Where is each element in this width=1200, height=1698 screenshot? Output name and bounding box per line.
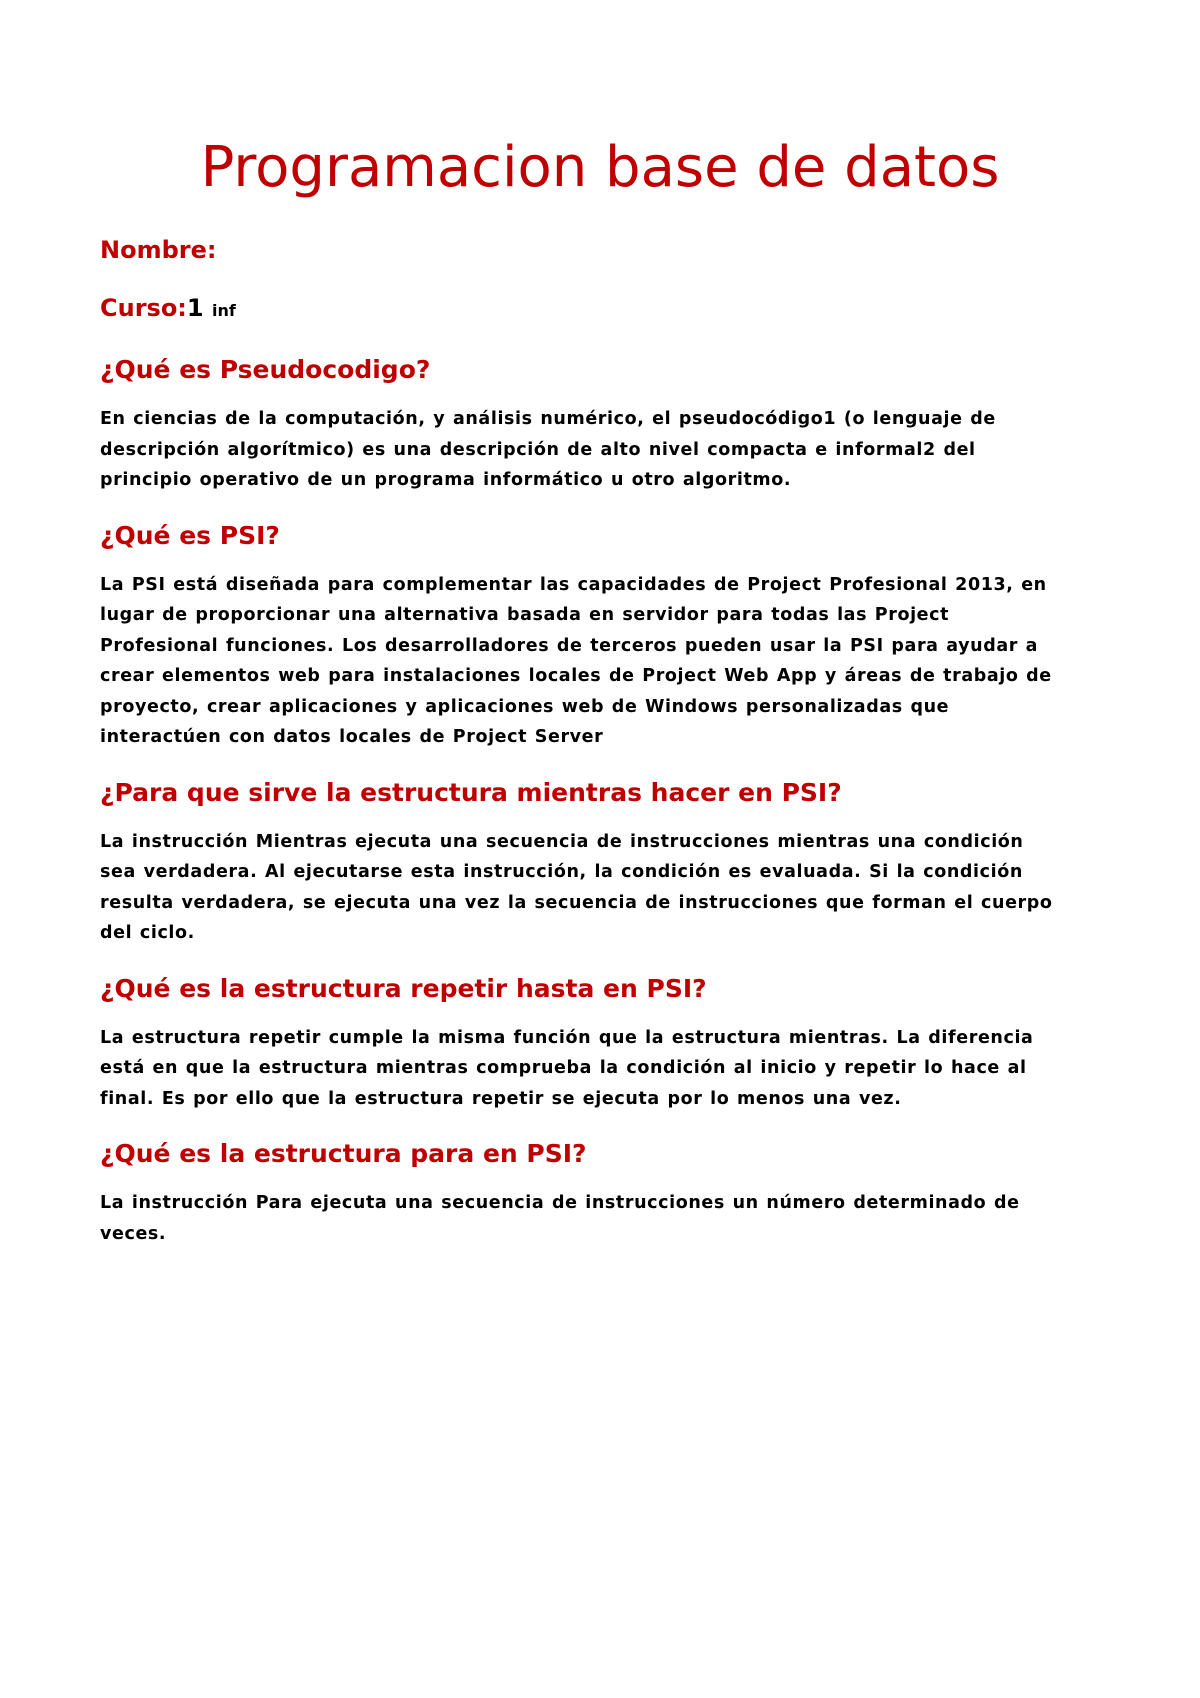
section-heading-pseudocodigo: ¿Qué es Pseudocodigo? <box>100 355 431 384</box>
section-text-mientras: La instrucción Mientras ejecuta una secuencia de instrucciones mientras una condición sea verdadera. Al ejecutarse esta instrucción, la condición es evaluada. Si la condición resulta verdadera, se ejecuta una vez la secuencia de instrucciones que forman el cuerpo del ciclo. <box>100 831 1053 943</box>
nombre-label: Nombre: <box>100 236 217 264</box>
nombre-field <box>100 236 1060 265</box>
section-heading-psi: ¿Qué es PSI? <box>100 520 280 550</box>
section-heading-mientras: ¿Para que sirve la estructura mientras hacer en PSI? <box>100 777 842 807</box>
section-heading-repetir: ¿Qué es la estructura repetir hasta en PSI? <box>100 973 707 1003</box>
section-heading-para: ¿Qué es la estructura para en PSI? <box>100 1139 587 1168</box>
document-body <box>100 236 1060 1273</box>
section-text-psi: La PSI está diseñada para complementar las capacidades de Project Profesional 2013, en lugar de proporcionar una alternativa basada en servidor para todas las Project Profesional funciones. Los desarrolladores de terceros pueden usar la PSI para ayudar a crear elementos web para instalaciones locales de Project Web App y áreas de trabajo de proyecto, crear aplicaciones y aplicaciones web de Windows personalizadas que interactúen con datos locales de Project Server <box>100 574 1052 747</box>
curso-suffix: inf <box>211 301 236 320</box>
section-text-pseudocodigo: En ciencias de la computación, y análisis numérico, el pseudocódigo1 (o lenguaje de descripción algorítmico) es una descripción de alto nivel compacta e informal2 del principio operativo de un programa informático u otro algoritmo. <box>100 409 996 490</box>
curso-field <box>100 294 1060 325</box>
section-text-para: La instrucción Para ejecuta una secuencia de instrucciones un número determinado de veces. <box>100 1193 1020 1244</box>
curso-value: 1 <box>186 294 204 322</box>
page-title: Programacion base de datos <box>200 135 1000 200</box>
curso-label: Curso: <box>100 294 187 322</box>
section-text-repetir: La estructura repetir cumple la misma función que la estructura mientras. La diferencia está en que la estructura mientras comprueba la condición al inicio y repetir lo hace al final. Es por ello que la estructura repetir se ejecuta por lo menos una vez. <box>100 1027 1034 1109</box>
